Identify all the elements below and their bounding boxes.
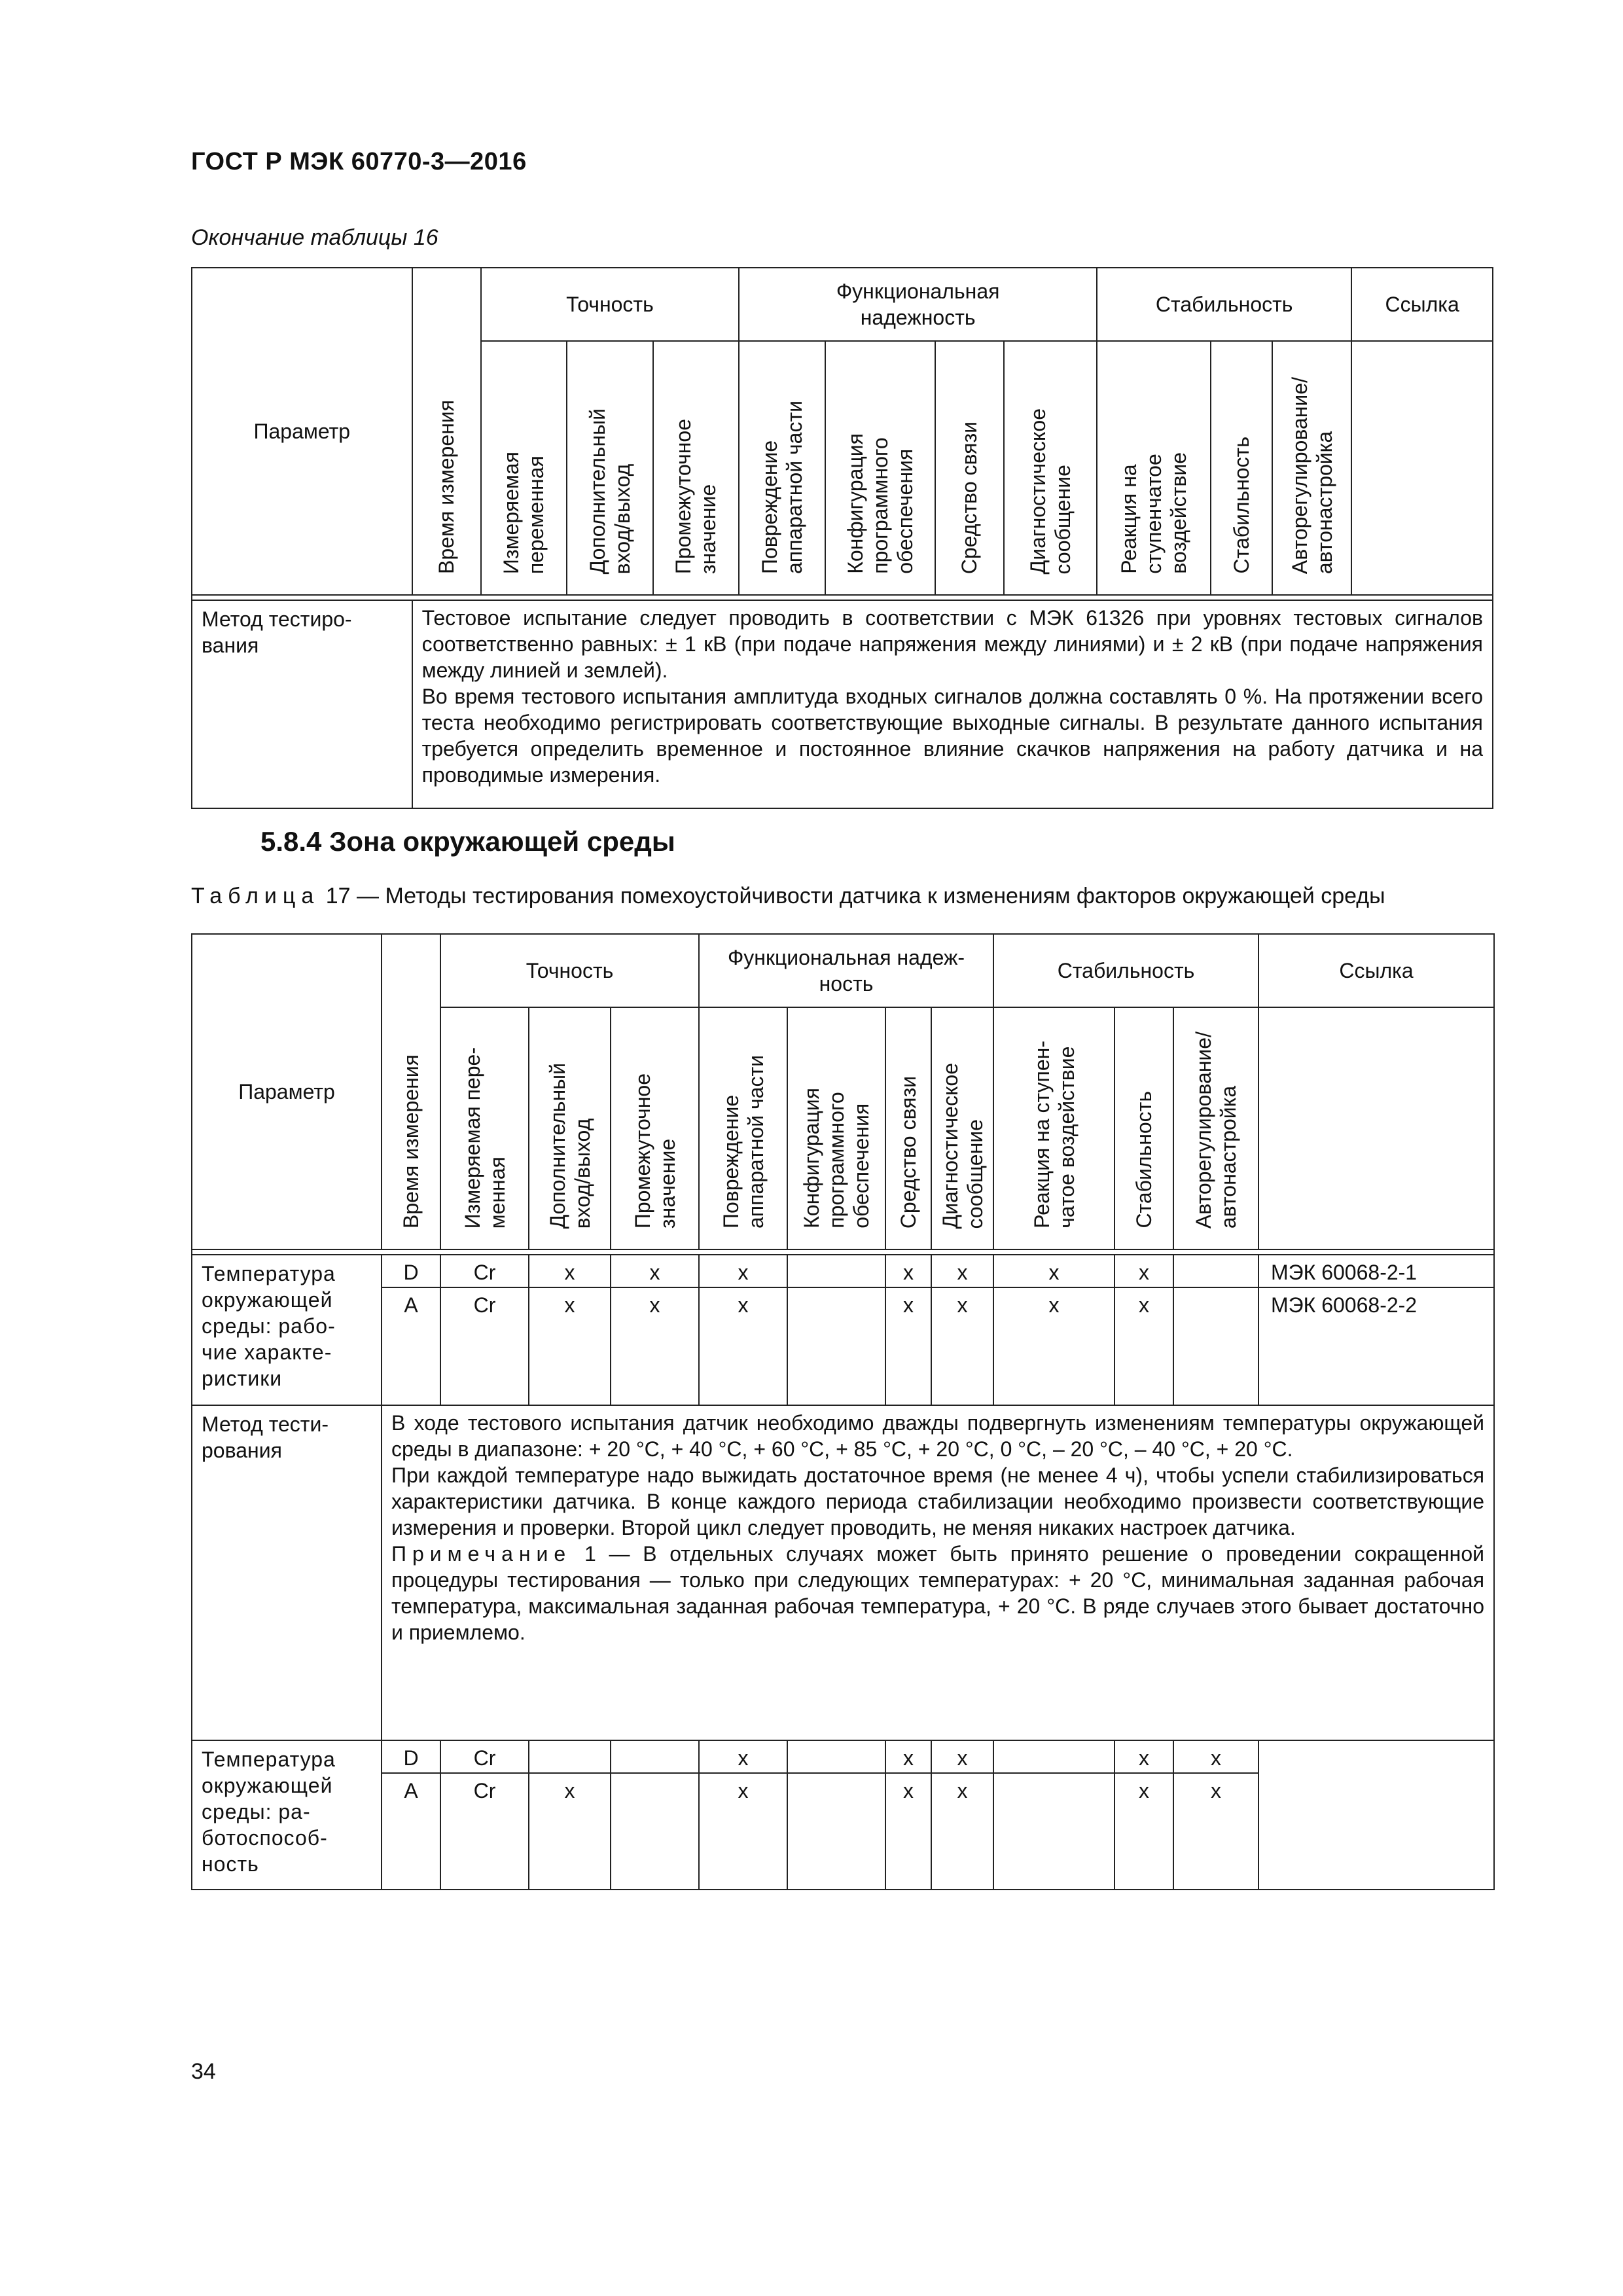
param-header: Параметр <box>192 268 412 595</box>
time-cell: D <box>382 1740 440 1773</box>
cell <box>611 1773 699 1890</box>
cell <box>1173 1287 1258 1405</box>
col-aux-io: Дополнительный вход/выход <box>567 341 652 595</box>
col-ref-empty <box>1351 341 1493 595</box>
cell: x <box>529 1255 611 1287</box>
col-hw-damage: Повреждение аппаратной части <box>739 341 825 595</box>
cell <box>787 1773 885 1890</box>
col-intermediate: Промежуточное значение <box>653 341 739 595</box>
col-comm: Средство связи <box>885 1007 931 1249</box>
cell: x <box>1115 1740 1173 1773</box>
table16-continuation-label: Окончание таблицы 16 <box>191 225 438 250</box>
group-ref: Ссылка <box>1351 268 1493 341</box>
time-cell: A <box>382 1287 440 1405</box>
cell: x <box>885 1287 931 1405</box>
col-sw-config: Конфигурация программного обеспечения <box>787 1007 885 1249</box>
cell: x <box>699 1255 787 1287</box>
table-row <box>192 1255 1494 1287</box>
cell: x <box>699 1287 787 1405</box>
method-text: В ходе тестового испытания датчик необходимо дважды подвергнуть изменениям температуры окружающей среды в диапазоне: + 20 °C, + 40 °C, + 60 °C, + 85 °C, + 20 °C, 0 °C, – 20 °C, – 40 °C, + 20 °C. При каждой температуре надо выжидать достаточное время (не менее 4 ч), чтобы успели стабилизироваться характеристики датчика. В конце каждого периода стабилизации необходимо произвести соответствующие измерения и проверки. Второй цикл следует проводить, не меняя никаких настроек датчика. Примечание 1 — В отдельных случаях может быть принято решение о проведении сокращенной процедуры тестирования — только при следующих температурах: + 20 °C, минимальная заданная рабочая температура, максимальная заданная рабочая температура, + 20 °C. В ряде случаев этого бывает достаточно и приемлемо. <box>382 1405 1494 1740</box>
cell: x <box>993 1287 1115 1405</box>
cell: x <box>1115 1773 1173 1890</box>
cell: x <box>529 1287 611 1405</box>
cell <box>787 1740 885 1773</box>
cell: Cr <box>440 1255 529 1287</box>
group-stability: Стабильность <box>993 934 1258 1007</box>
param-label: Температура окружающей среды: рабо- чие характе- ристики <box>192 1255 382 1405</box>
col-step: Реакция на ступенчатое воздействие <box>1097 341 1211 595</box>
cell <box>993 1773 1115 1890</box>
cell: x <box>885 1740 931 1773</box>
ref-cell <box>1258 1740 1494 1890</box>
cell: x <box>529 1773 611 1890</box>
table16 <box>191 267 1493 809</box>
cell <box>993 1740 1115 1773</box>
document-header: ГОСТ Р МЭК 60770-3—2016 <box>191 148 527 175</box>
param-label: Температура окружающей среды: ра- ботоспособ- ность <box>192 1740 382 1890</box>
page-number: 34 <box>191 2059 216 2084</box>
col-diag: Диагностическое сообщение <box>931 1007 993 1249</box>
ref-cell: МЭК 60068-2-2 <box>1258 1287 1494 1405</box>
section-title: 5.8.4 Зона окружающей среды <box>260 826 675 857</box>
method-label: Метод тести- рования <box>192 1405 382 1740</box>
cell: x <box>931 1773 993 1890</box>
cell: x <box>993 1255 1115 1287</box>
cell: x <box>931 1740 993 1773</box>
param-header: Параметр <box>192 934 382 1249</box>
cell: Cr <box>440 1287 529 1405</box>
cell: x <box>611 1287 699 1405</box>
col-diag: Диагностическое сообщение <box>1004 341 1097 595</box>
cell: Cr <box>440 1740 529 1773</box>
col-sw-config: Конфигурация программного обеспечения <box>825 341 935 595</box>
cell <box>1173 1255 1258 1287</box>
cell <box>787 1287 885 1405</box>
col-stability: Стабильность <box>1211 341 1273 595</box>
time-header: Время измерения <box>412 268 481 595</box>
group-ref: Ссылка <box>1258 934 1494 1007</box>
method-text: Тестовое испытание следует проводить в соответствии с МЭК 61326 при уровнях тестовых сигналов соответственно равных: ± 1 кВ (при подаче напряжения между линиями) и ± 2 кВ (при подаче напряжения между линией и землей). Во время тестового испытания амплитуда входных сигналов должна составлять 0 %. На протяжении всего теста необходимо регистрировать соответствующие выходные сигналы. В результате данного испытания требуется определить временное и постоянное влияние скачков напряжения на работу датчика и на проводимые измерения. <box>412 600 1493 808</box>
table17 <box>191 933 1495 1890</box>
col-measured: Измеряемая пере- менная <box>440 1007 529 1249</box>
col-comm: Средство связи <box>935 341 1004 595</box>
col-intermediate: Промежуточное значение <box>611 1007 699 1249</box>
col-autoreg: Авторегулирование/ автонастройка <box>1173 1007 1258 1249</box>
cell: x <box>699 1773 787 1890</box>
col-measured: Измеряемая переменная <box>481 341 567 595</box>
cell: x <box>1115 1255 1173 1287</box>
cell: x <box>1173 1773 1258 1890</box>
group-reliability: Функциональная надеж- ность <box>699 934 993 1007</box>
group-reliability: Функциональная надежность <box>739 268 1097 341</box>
cell: x <box>699 1740 787 1773</box>
cell <box>611 1740 699 1773</box>
table17-caption: Таблица 17 — Методы тестирования помехоустойчивости датчика к изменениям факторов окружающей среды <box>191 884 1385 908</box>
time-cell: D <box>382 1255 440 1287</box>
col-hw-damage: Повреждение аппаратной части <box>699 1007 787 1249</box>
cell: x <box>1115 1287 1173 1405</box>
cell: x <box>885 1255 931 1287</box>
group-accuracy: Точность <box>481 268 739 341</box>
cell <box>529 1740 611 1773</box>
col-autoreg: Авторегулирование/ автонастройка <box>1272 341 1351 595</box>
group-accuracy: Точность <box>440 934 699 1007</box>
method-label: Метод тестиро- вания <box>192 600 412 808</box>
cell: Cr <box>440 1773 529 1890</box>
time-header: Время измерения <box>382 934 440 1249</box>
cell: x <box>931 1255 993 1287</box>
col-ref-empty <box>1258 1007 1494 1249</box>
cell: x <box>611 1255 699 1287</box>
group-stability: Стабильность <box>1097 268 1351 341</box>
time-cell: A <box>382 1773 440 1890</box>
col-aux-io: Дополнительный вход/выход <box>529 1007 611 1249</box>
col-stability: Стабильность <box>1115 1007 1173 1249</box>
ref-cell: МЭК 60068-2-1 <box>1258 1255 1494 1287</box>
col-step: Реакция на ступен- чатое воздействие <box>993 1007 1115 1249</box>
table-row <box>192 1287 1494 1405</box>
cell: x <box>1173 1740 1258 1773</box>
cell: x <box>931 1287 993 1405</box>
cell: x <box>885 1773 931 1890</box>
table-row <box>192 1740 1494 1773</box>
cell <box>787 1255 885 1287</box>
